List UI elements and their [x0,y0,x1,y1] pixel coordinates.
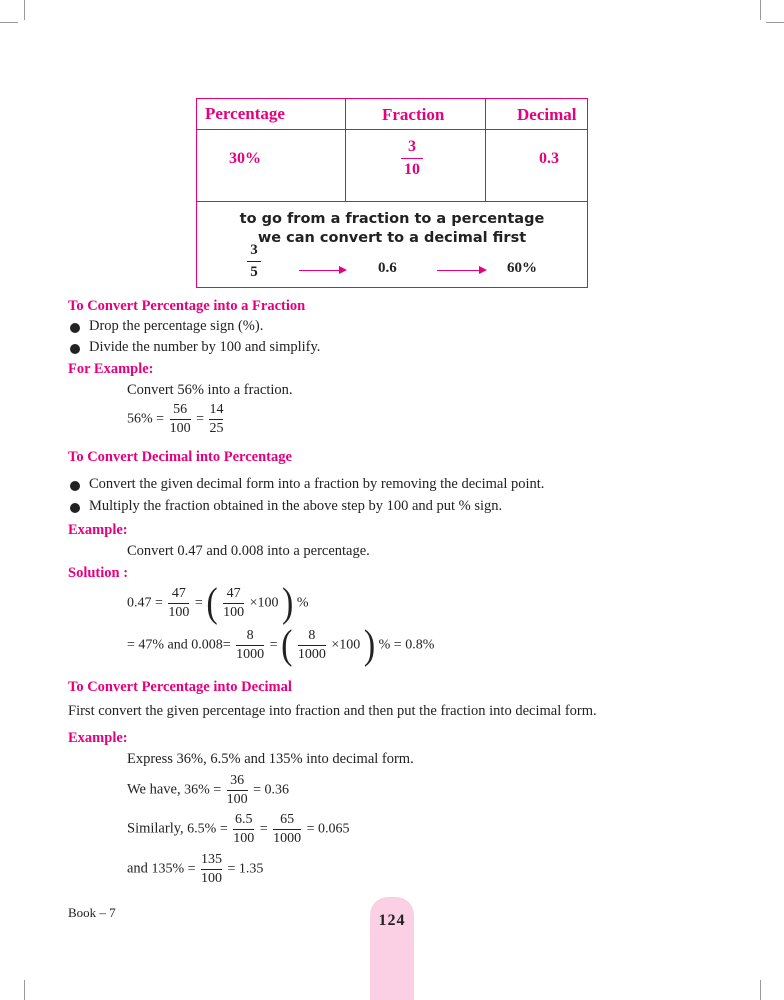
flow-denominator: 5 [250,264,258,280]
close-paren: ) [282,580,294,626]
math-prefix: and [127,860,148,877]
denominator: 100 [168,605,190,620]
math-result: % = 0.8% [378,637,435,653]
denominator: 1000 [273,831,302,846]
table-note-line2: we can convert to a decimal first [257,230,527,246]
denominator: 25 [209,421,224,436]
times: ×100 [331,637,361,653]
bullet-icon [70,323,80,333]
arrow-icon [437,270,485,271]
example-label: Example: [68,730,128,746]
bullet-icon [70,344,80,354]
percent-sign: % [296,595,309,611]
denominator: 100 [233,831,255,846]
table-note-line1: to go from a fraction to a percentage [239,211,545,227]
example-math [127,402,225,437]
equals: = [269,637,278,653]
example-line1 [127,773,289,808]
math-result: = 1.35 [227,861,264,877]
numerator: 8 [308,628,316,643]
intro-text: First convert the given percentage into fraction and then put the fraction into decimal form. [68,703,597,719]
numerator: 56 [173,402,188,417]
cell-percentage: 30% [229,150,261,167]
numerator: 135 [201,852,222,867]
example-line2 [127,812,350,847]
crop-mark [766,22,784,23]
section-heading: To Convert Percentage into Decimal [68,679,292,695]
crop-mark [24,0,25,20]
denominator: 1000 [297,647,326,662]
example-text: Convert 0.47 and 0.008 into a percentage. [127,543,370,559]
section-heading: To Convert Percentage into a Fraction [68,298,306,314]
denominator: 100 [169,421,191,436]
solution-line2 [127,622,435,668]
math-prefix: Similarly, [127,820,184,837]
crop-mark [24,980,25,1000]
cell-fraction [401,138,423,179]
math-lhs: 56% = [127,411,165,427]
numerator: 14 [209,402,224,417]
math-lhs: 0.47 = [127,595,163,611]
math-lhs: 6.5% = [187,821,228,837]
example-label: Example: [68,522,128,538]
equals: = [196,411,204,427]
flow-fraction [247,242,261,281]
math-result: = 0.065 [306,821,350,837]
numerator: 65 [280,812,295,827]
math-lhs: = 47% and 0.008= [127,637,231,653]
book-label: Book – 7 [68,905,116,920]
table-divider [485,99,486,201]
conversion-table [196,98,588,288]
example-line3 [127,852,263,887]
crop-mark [760,0,761,20]
example-text: Express 36%, 6.5% and 135% into decimal form. [127,751,414,767]
cell-decimal: 0.3 [539,150,559,167]
solution-line1 [127,580,309,626]
flow-percent: 60% [507,260,537,276]
bullet-text: Divide the number by 100 and simplify. [89,339,321,355]
numerator: 36 [230,773,245,788]
header-percentage: Percentage [205,104,285,123]
bullet-text: Convert the given decimal form into a fraction by removing the decimal point. [89,476,545,492]
crop-mark [760,980,761,1000]
flow-decimal: 0.6 [378,260,397,276]
open-paren: ( [281,622,293,668]
solution-label: Solution : [68,565,129,581]
fraction-denominator: 10 [404,161,420,178]
fraction-numerator: 3 [408,138,416,155]
page-number: 124 [378,912,406,929]
example-text: Convert 56% into a fraction. [127,382,293,398]
numerator: 47 [226,586,241,601]
numerator: 6.5 [234,812,253,827]
numerator: 8 [246,628,254,643]
math-lhs: 135% = [151,861,196,877]
math-lhs: 36% = [184,782,222,798]
example-label: For Example: [68,361,154,377]
table-divider [345,99,346,201]
equals: = [259,821,268,837]
bullet-text: Drop the percentage sign (%). [89,318,264,334]
crop-mark [0,22,18,23]
bullet-text: Multiply the fraction obtained in the above step by 100 and put % sign. [89,498,503,514]
arrow-icon [299,270,345,271]
bullet-icon [70,503,80,513]
table-divider [197,129,587,130]
open-paren: ( [206,580,218,626]
denominator: 1000 [236,647,265,662]
close-paren: ) [363,622,376,668]
numerator: 47 [171,586,186,601]
denominator: 100 [226,792,248,807]
section-heading: To Convert Decimal into Percentage [68,449,292,465]
equals: = [194,595,203,611]
denominator: 100 [223,605,245,620]
times: ×100 [249,595,279,611]
table-divider [197,201,587,202]
header-decimal: Decimal [517,105,577,124]
bullet-icon [70,481,80,491]
math-result: = 0.36 [253,782,290,798]
denominator: 100 [201,871,222,886]
math-prefix: We have, [127,781,181,798]
header-fraction: Fraction [382,105,445,124]
flow-numerator: 3 [250,242,258,258]
